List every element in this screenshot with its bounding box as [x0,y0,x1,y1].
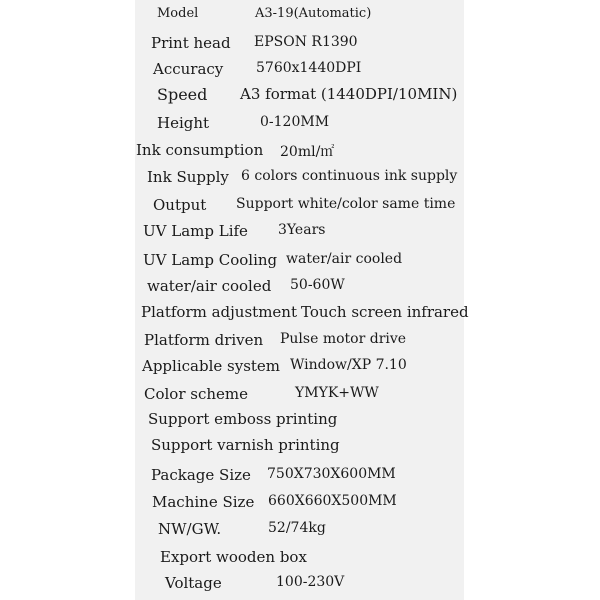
spec-label: Applicable system [142,357,281,375]
spec-row-color-scheme [135,385,464,411]
spec-label: Support varnish printing [151,436,340,454]
spec-row-print-head [135,34,464,60]
spec-value: A3 format (1440DPI/10MIN) [240,85,458,103]
spec-label: Platform adjustment [141,303,297,321]
spec-label: Ink consumption [136,141,264,159]
spec-label: UV Lamp Cooling [143,251,278,269]
spec-label: Platform driven [144,331,264,349]
spec-row-ink-supply [135,168,464,194]
spec-row-speed [135,85,464,111]
spec-value: 750X730X600MM [267,466,396,482]
spec-value: Support white/color same time [236,196,456,212]
spec-value: EPSON R1390 [254,34,358,50]
spec-row-applicable-system [135,357,464,383]
spec-row-model [135,6,464,32]
spec-row-accuracy [135,60,464,86]
spec-value: 20ml/㎡ [280,144,335,160]
spec-row-output [135,196,464,222]
spec-row-platform-driven [135,331,464,357]
spec-label: UV Lamp Life [143,222,248,240]
spec-value: 50-60W [290,277,345,293]
spec-row-emboss [135,410,464,436]
spec-label: Support emboss printing [148,410,338,428]
spec-label: Machine Size [152,493,255,511]
spec-value: Window/XP 7.10 [290,357,407,373]
spec-row-machine-size [135,493,464,519]
spec-label: Accuracy [153,60,224,78]
spec-row-uv-lamp-life [135,222,464,248]
spec-label: water/air cooled [147,277,272,295]
spec-value: 6 colors continuous ink supply [241,168,458,184]
spec-value: YMYK+WW [295,385,379,401]
spec-label: Output [153,196,207,214]
spec-value: Pulse motor drive [280,331,407,347]
spec-value: 5760x1440DPI [256,60,362,76]
spec-label: Voltage [165,574,222,592]
spec-value: 52/74kg [268,520,326,536]
spec-value: 100-230V [276,574,345,590]
spec-label: Speed [157,85,208,104]
spec-row-voltage [135,574,464,600]
spec-row-height [135,114,464,140]
spec-label: Print head [151,34,231,52]
spec-row-package-size [135,466,464,492]
spec-row-weight [135,520,464,546]
spec-label: Model [157,6,199,21]
spec-value: 3Years [278,222,326,238]
spec-label: Export wooden box [160,548,307,566]
spec-label: Ink Supply [147,168,229,186]
spec-row-export-box [135,548,464,574]
spec-value: Touch screen infrared [301,303,469,321]
spec-value: water/air cooled [286,251,403,267]
spec-label: Color scheme [144,385,249,403]
spec-label: Package Size [151,466,251,484]
spec-row-uv-lamp-cooling [135,251,464,277]
spec-value: 660X660X500MM [268,493,397,509]
spec-label: NW/GW. [158,520,222,538]
spec-row-platform-adjustment [135,303,469,329]
spec-value: 0-120MM [260,114,330,130]
spec-row-ink-consumption [135,141,464,167]
spec-label: Height [157,114,210,132]
spec-panel [135,0,469,600]
spec-row-power [135,277,464,303]
spec-value: A3-19(Automatic) [255,6,372,21]
spec-row-varnish [135,436,464,462]
